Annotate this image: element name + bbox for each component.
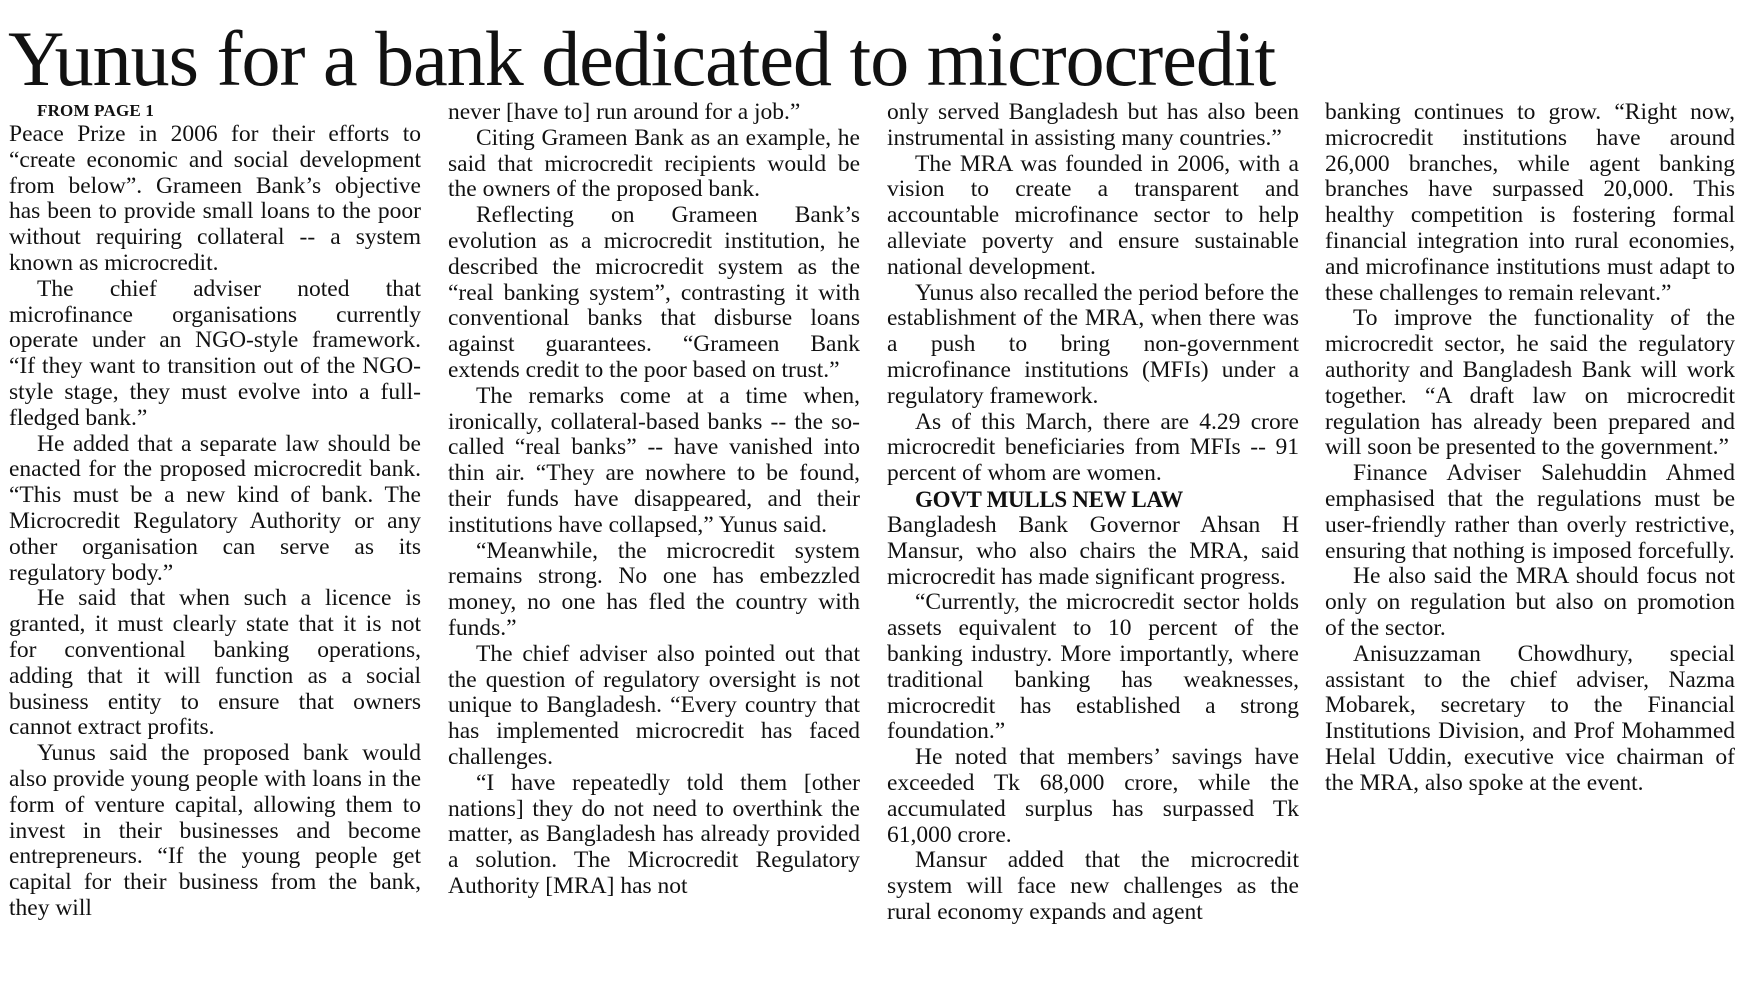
paragraph: Anisuzzaman Chowdhury, special assistant to the chief adviser, Nazma Mobarek, secretary to the Financial Institutions Division, and Prof Mohammed Helal Uddin, executive vice chairman of the MRA, also spoke at the event. — [1325, 640, 1735, 796]
paragraph: Reflecting on Grameen Bank’s evolution as a microcredit institution, he described the microcredit system as the “real banking system”, contrasting it with conventional banks that disburse loans against guarantees. “Grameen Bank extends credit to the poor based on trust.” — [448, 202, 860, 383]
paragraph: He said that when such a licence is granted, it must clearly state that it is not for conventional banking operations, adding that it will function as a social business entity to ensure that owners cannot extract profits. — [9, 585, 421, 741]
paragraph: Citing Grameen Bank as an example, he said that microcredit recipients would be the owners of the proposed bank. — [448, 124, 860, 203]
article-column-1 — [9, 100, 421, 984]
paragraph: Peace Prize in 2006 for their efforts to “create economic and social development from below”. Grameen Bank’s objective has been to provide small loans to the poor without requiring collateral -- a system known as microcredit. — [9, 121, 421, 276]
paragraph: He also said the MRA should focus not only on regulation but also on promotion of the sector. — [1325, 563, 1735, 641]
article-column-2 — [448, 100, 860, 984]
paragraph: To improve the functionality of the microcredit sector, he said the regulatory authority and Bangladesh Bank will work together. “A draft law on microcredit regulation has already been prepared and will soon be presented to the government.” — [1325, 305, 1735, 461]
paragraph: Bangladesh Bank Governor Ahsan H Mansur, who also chairs the MRA, said microcredit has made significant progress. — [887, 511, 1299, 590]
article-column-4 — [1325, 100, 1735, 984]
article-column-3 — [887, 100, 1299, 984]
paragraph: The MRA was founded in 2006, with a vision to create a transparent and accountable microfinance sector to help alleviate poverty and ensure sustainable national development. — [887, 150, 1299, 280]
paragraph: “Currently, the microcredit sector holds assets equivalent to 10 percent of the banking industry. More importantly, where traditional banking has weaknesses, microcredit has established a strong foundation.” — [887, 589, 1299, 745]
section-subheading: GOVT MULLS NEW LAW — [915, 486, 1183, 512]
paragraph: The chief adviser noted that microfinance organisations currently operate under an NGO-style framework. “If they want to transition out of the NGO-style stage, they must evolve into a full-fledged bank.” — [9, 275, 421, 431]
paragraph: The remarks come at a time when, ironically, collateral-based banks -- the so-called “real banks” -- have vanished into thin air. “They are nowhere to be found, their funds have disappeared, and their institutions have collapsed,” Yunus said. — [448, 382, 860, 538]
paragraph: Mansur added that the microcredit system will face new challenges as the rural economy expands and agent — [887, 847, 1299, 925]
paragraph: The chief adviser also pointed out that the question of regulatory oversight is not unique to Bangladesh. “Every country that has implemented microcredit has faced challenges. — [448, 640, 860, 770]
paragraph: never [have to] run around for a job.” — [448, 100, 801, 125]
paragraph: Yunus also recalled the period before the establishment of the MRA, when there was a push to bring non-government microfinance institutions (MFIs) under a regulatory framework. — [887, 279, 1299, 409]
paragraph: He added that a separate law should be enacted for the proposed microcredit bank. “This must be a new kind of bank. The Microcredit Regulatory Authority or any other organisation can serve as its regulatory body.” — [9, 430, 421, 586]
paragraph: As of this March, there are 4.29 crore microcredit beneficiaries from MFIs -- 91 percent of whom are women. — [887, 408, 1299, 487]
paragraph: only served Bangladesh but has also been instrumental in assisting many countries.” — [887, 100, 1299, 151]
paragraph: He noted that members’ savings have exceeded Tk 68,000 crore, while the accumulated surplus has surpassed Tk 61,000 crore. — [887, 744, 1299, 848]
paragraph: “I have repeatedly told them [other nations] they do not need to overthink the matter, as Bangladesh has already provided a solution. The Microcredit Regulatory Authority [MRA] has not — [448, 769, 860, 899]
paragraph: Yunus said the proposed bank would also provide young people with loans in the form of venture capital, allowing them to invest in their businesses and become entrepreneurs. “If the young people get capital for their business from the bank, they will — [9, 740, 421, 921]
paragraph: Finance Adviser Salehuddin Ahmed emphasised that the regulations must be user-friendly rather than overly restrictive, ensuring that nothing is imposed forcefully. — [1325, 460, 1735, 564]
paragraph: banking continues to grow. “Right now, microcredit institutions have around 26,000 branches, while agent banking branches have surpassed 20,000. This healthy competition is fostering formal financial integration into rural economies, and microfinance institutions must adapt to these challenges to remain relevant.” — [1325, 100, 1735, 306]
continuation-kicker: FROM PAGE 1 — [37, 101, 155, 120]
paragraph: “Meanwhile, the microcredit system remains strong. No one has embezzled money, no one has fled the country with funds.” — [448, 537, 860, 641]
article-headline: Yunus for a bank dedicated to microcredit — [8, 15, 1276, 102]
